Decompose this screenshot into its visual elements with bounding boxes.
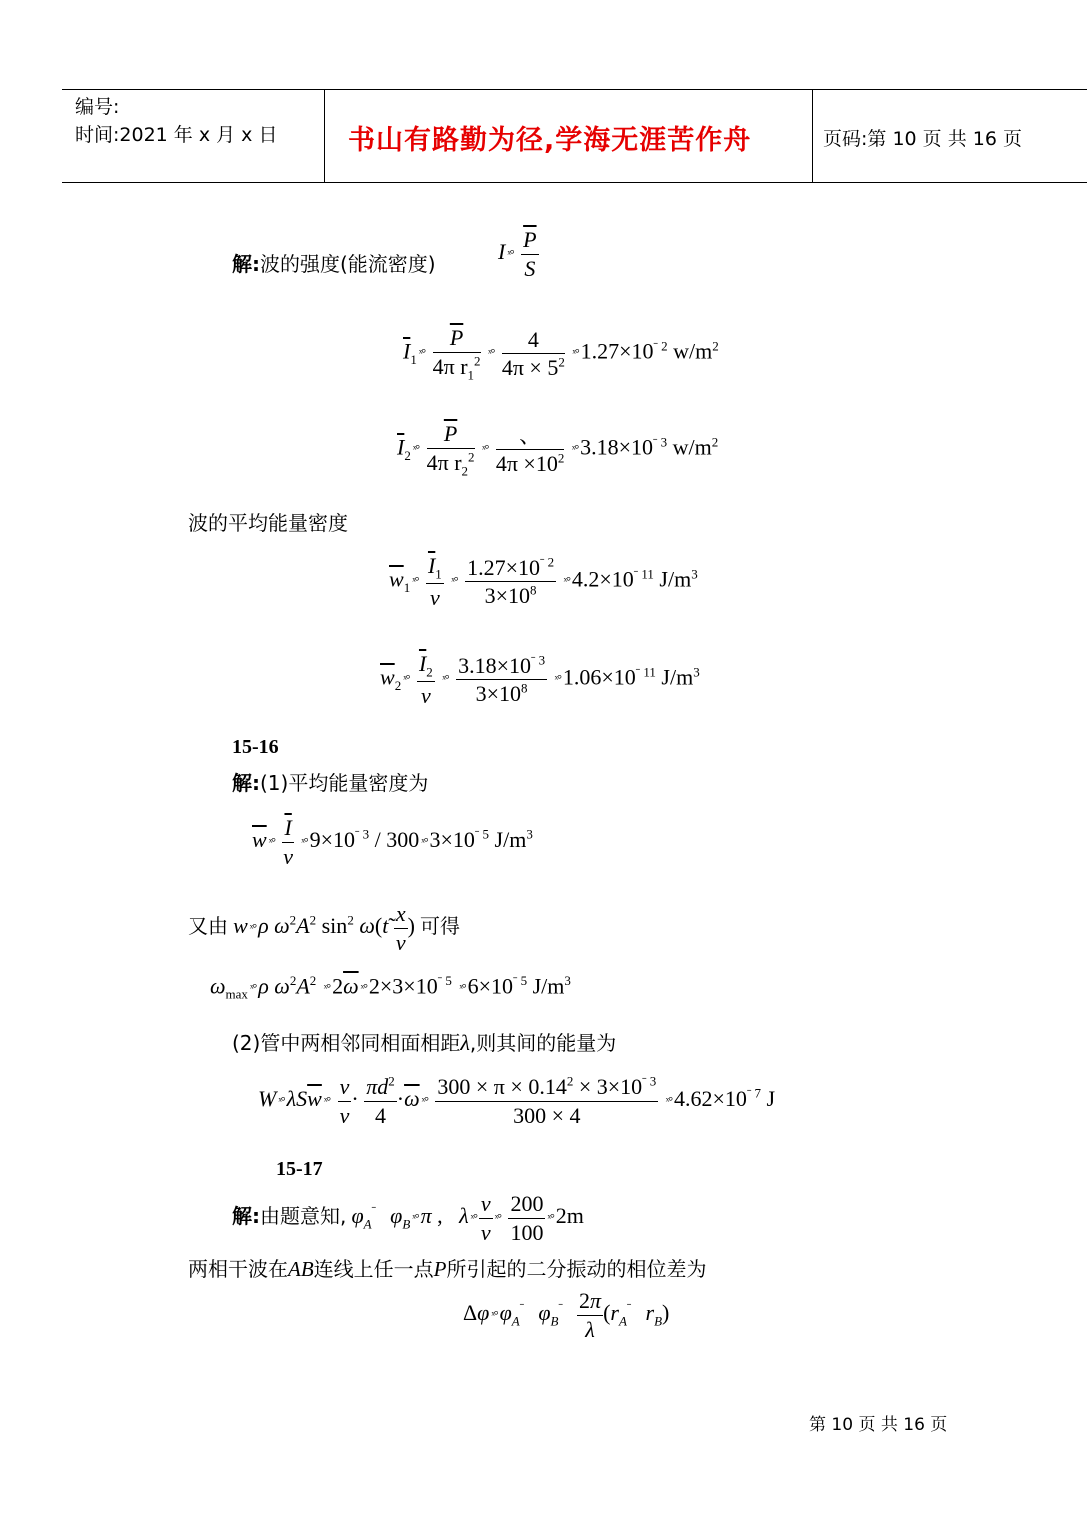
header-bottom-rule	[62, 182, 1087, 183]
also-from-line: 又由 w ˣ°ρ $\omega^2A^2$ $\sin^2$ ω(t̃ $\frac{x}{v}$ ) 可得	[188, 901, 460, 955]
header-time: 时间:2021 年 x 月 x 日	[75, 124, 278, 146]
equation-I: I ˣ° $\frac{\overline{P}}{S}$	[498, 227, 537, 281]
solve-label: 解:	[232, 252, 260, 276]
intensity-intro-line	[232, 248, 436, 277]
equation-w1: $\overline{w}_1$ ˣ° $\frac{\overline{I}_1}{v}$ ˣ° $\frac{1.27\times 10^ˉ ^2}{3\times 10^8}$ $ˣ^\circ 4.2\times 10^ˉ$ $^{11}$ $J/m^3$	[389, 553, 698, 610]
avg-energy-density-label: 波的平均能量密度	[188, 511, 348, 535]
part1-intro: (1)平均能量密度为	[260, 771, 429, 795]
problem-15-17: 15-17	[276, 1158, 323, 1180]
header-top-rule	[62, 89, 1087, 90]
part1-line: 解:(1)平均能量密度为	[232, 771, 429, 795]
phase-diff-intro: 两相干波在AB连线上任一点P所引起的二分振动的相位差为	[188, 1257, 707, 1281]
footer-page: 第 10 页 共 16 页	[809, 1415, 948, 1435]
equation-I1: $\overline{I}_1$ ˣ° $\frac{\overline{P}}{4\pi r_1^2}$ ˣ° $\frac{4}{4\pi \times 5^2}$ $ˣ^\circ 1.27\times 10^ˉ$ $^2$ $w/m^2$	[403, 325, 719, 382]
intensity-intro: 波的强度(能流密度)	[260, 252, 436, 276]
equation-wbar: $\overline{w}$ ˣ° $\frac{\overline{I}}{v}$ $ˣ^\circ 9\times 10^ˉ$ $^3$ / 300 $ˣ^\circ 3\times 10^ˉ$ $^5$ $J/m^3$	[252, 815, 533, 869]
equation-phase-diff: Δφ $ˣ^\circ\varphi_A^ˉ$ $\varphi_B^ˉ$ $\frac{2\pi}{\lambda}$ ($r_A^ˉ$ $r_B$)	[463, 1288, 670, 1342]
problem-15-16: 15-16	[232, 736, 279, 758]
header-number: 编号:	[75, 96, 120, 118]
header-motto: 书山有路勤为径,学海无涯苦作舟	[348, 125, 752, 156]
header-page: 页码:第 10 页 共 16 页	[823, 128, 1022, 150]
equation-wmax: $\omega_{max}$ ˣ°ρ $\omega^2A^2$ $ˣ^\circ 2\overline{\omega}$ $ˣ^\circ 2\times 3\times 10^ˉ$ $^5$ $ˣ^\circ 6\times 10^ˉ$ $^5$ $J/m^3$	[210, 973, 571, 1002]
solve-17-line: 解:由题意知, $\varphi_A^ˉ$ $\varphi_B$ ˣ°π , λ ˣ° $\frac{v}{\nu}$ ˣ° $\frac{200}{100}$ ˣ°2m	[232, 1191, 584, 1245]
equation-I2: $\overline{I}_2$ ˣ° $\frac{\overline{P}}{4\pi r_2^2}$ ˣ° $\frac{、}{4\pi \times 10^2}$ $ˣ^\circ 3.18\times 10^ˉ$ $^3$ $w/m^2$	[397, 421, 719, 478]
header-divider-left	[324, 89, 325, 183]
equation-W: W $ˣ^\circ\lambda S\overline{w}$ ˣ° $\frac{v}{\nu}$ · $\frac{\pi d^2}{4}$ $\cdot\overline{\omega}$ ˣ° $\frac{300 \times \pi \times 0.14^2 \times 3\times 10^ˉ ^3}{300 \times 4}$ $ˣ^\circ 4.62\times 10^ˉ$ $^7$ J	[258, 1073, 776, 1128]
equation-w2: $\overline{w}_2$ ˣ° $\frac{\overline{I}_2}{v}$ ˣ° $\frac{3.18\times 10^ˉ ^3}{3\times 10^8}$ $ˣ^\circ 1.06\times 10^ˉ$ $^{11}$ $J/m^3$	[380, 651, 700, 708]
header-divider-right	[812, 89, 813, 183]
part2-line: (2)管中两相邻同相面相距λ,则其间的能量为	[232, 1030, 617, 1055]
